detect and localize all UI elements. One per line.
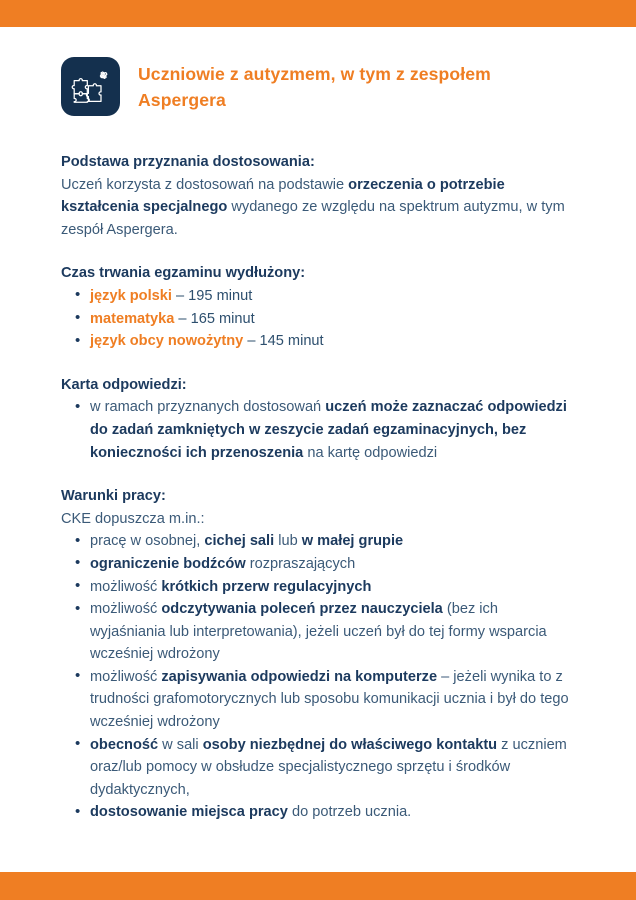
plain-text: rozpraszających [245, 555, 356, 572]
list-item [61, 330, 576, 353]
duration-list [61, 285, 576, 353]
list-item [61, 598, 576, 666]
list-item [61, 285, 576, 308]
duration-separator: – [243, 333, 260, 350]
duration-subject: język obcy nowożytny [90, 333, 244, 350]
emphasis-text: cichej sali [204, 533, 275, 550]
page-content [0, 27, 636, 900]
duration-subject: język polski [90, 287, 172, 304]
list-item [61, 553, 576, 576]
duration-subject: matematyka [90, 310, 175, 327]
duration-value: 165 minut [190, 310, 255, 327]
sections-container [61, 151, 576, 824]
duration-separator: – [174, 310, 191, 327]
duration-value: 145 minut [259, 333, 324, 350]
section-basis-heading: Podstawa przyznania dostosowania: [61, 154, 315, 170]
list-item [61, 396, 576, 464]
emphasis-text: odczytywania poleceń przez nauczyciela [161, 601, 443, 618]
plain-text: w ramach przyznanych dostosowań [90, 399, 326, 416]
answer-card-list [61, 396, 576, 464]
plain-text: możliwość [90, 601, 162, 618]
section-work-conditions-subheading: CKE dopuszcza m.in.: [61, 510, 205, 527]
plain-text: lub [274, 533, 302, 550]
section-work-conditions-heading: Warunki pracy: [61, 488, 166, 505]
section-basis [61, 151, 576, 241]
duration-value: 195 minut [188, 287, 253, 304]
section-basis-paragraph [61, 174, 576, 242]
plain-text: pracę w osobnej, [90, 533, 205, 550]
plain-text: Uczeń korzysta z dostosowań na podstawie [61, 176, 349, 193]
emphasis-text: uczeń może zaznaczać odpowiedzi do zadań zamkniętych w zeszycie zadań egzaminacyjnych, bez konieczności ich przenoszenia [90, 399, 567, 461]
list-item [61, 801, 576, 824]
list-item [61, 576, 576, 599]
emphasis-text: dostosowanie miejsca pracy [90, 804, 288, 821]
duration-separator: – [171, 287, 189, 304]
list-item [61, 666, 576, 734]
emphasis-text: osoby niezbędnej do właściwego kontaktu [202, 736, 498, 753]
emphasis-text: krótkich przerw regulacyjnych [161, 578, 372, 595]
plain-text: (bez ich wyjaśniania lub interpretowania), jeżeli uczeń był do tej formy wsparcia wcześniej wdrożony [90, 601, 547, 663]
emphasis-text: ograniczenie bodźców [90, 555, 246, 572]
emphasis-text: orzeczenia o potrzebie kształcenia specjalnego [61, 176, 505, 216]
top-accent-bar [0, 0, 636, 27]
plain-text: możliwość [90, 668, 162, 685]
plain-text: z uczniem oraz/lub pomocy w obsłudze specjalistycznego sprzętu i środków dydaktycznych, [90, 736, 567, 798]
emphasis-text: obecność [90, 736, 159, 753]
page-title: Uczniowie z autyzmem, w tym z zespołem Aspergera [138, 64, 491, 110]
page-header [61, 57, 576, 116]
section-answer-card [61, 374, 576, 464]
plain-text: do potrzeb ucznia. [287, 804, 412, 821]
emphasis-text: w małej grupie [301, 533, 404, 550]
section-duration-heading: Czas trwania egzaminu wydłużony: [61, 265, 306, 282]
work-conditions-list [61, 530, 576, 824]
section-answer-card-heading: Karta odpowiedzi: [61, 376, 187, 393]
list-item [61, 530, 576, 553]
plain-text: w sali [158, 736, 203, 753]
plain-text: możliwość [90, 578, 162, 595]
plain-text: – jeżeli wynika to z trudności grafomotorycznych lub sposobu komunikacji ucznia i był do tego wcześniej wdrożony [90, 668, 569, 731]
plain-text: wydanego ze względu na spektrum autyzmu, w tym zespół Aspergera. [61, 199, 565, 238]
section-duration [61, 262, 576, 352]
section-work-conditions [61, 485, 576, 824]
bottom-accent-bar [0, 872, 636, 900]
list-item [61, 308, 576, 331]
plain-text: na kartę odpowiedzi [303, 444, 438, 461]
list-item [61, 734, 576, 802]
puzzle-gear-icon [61, 57, 120, 116]
emphasis-text: zapisywania odpowiedzi na komputerze [161, 668, 438, 685]
